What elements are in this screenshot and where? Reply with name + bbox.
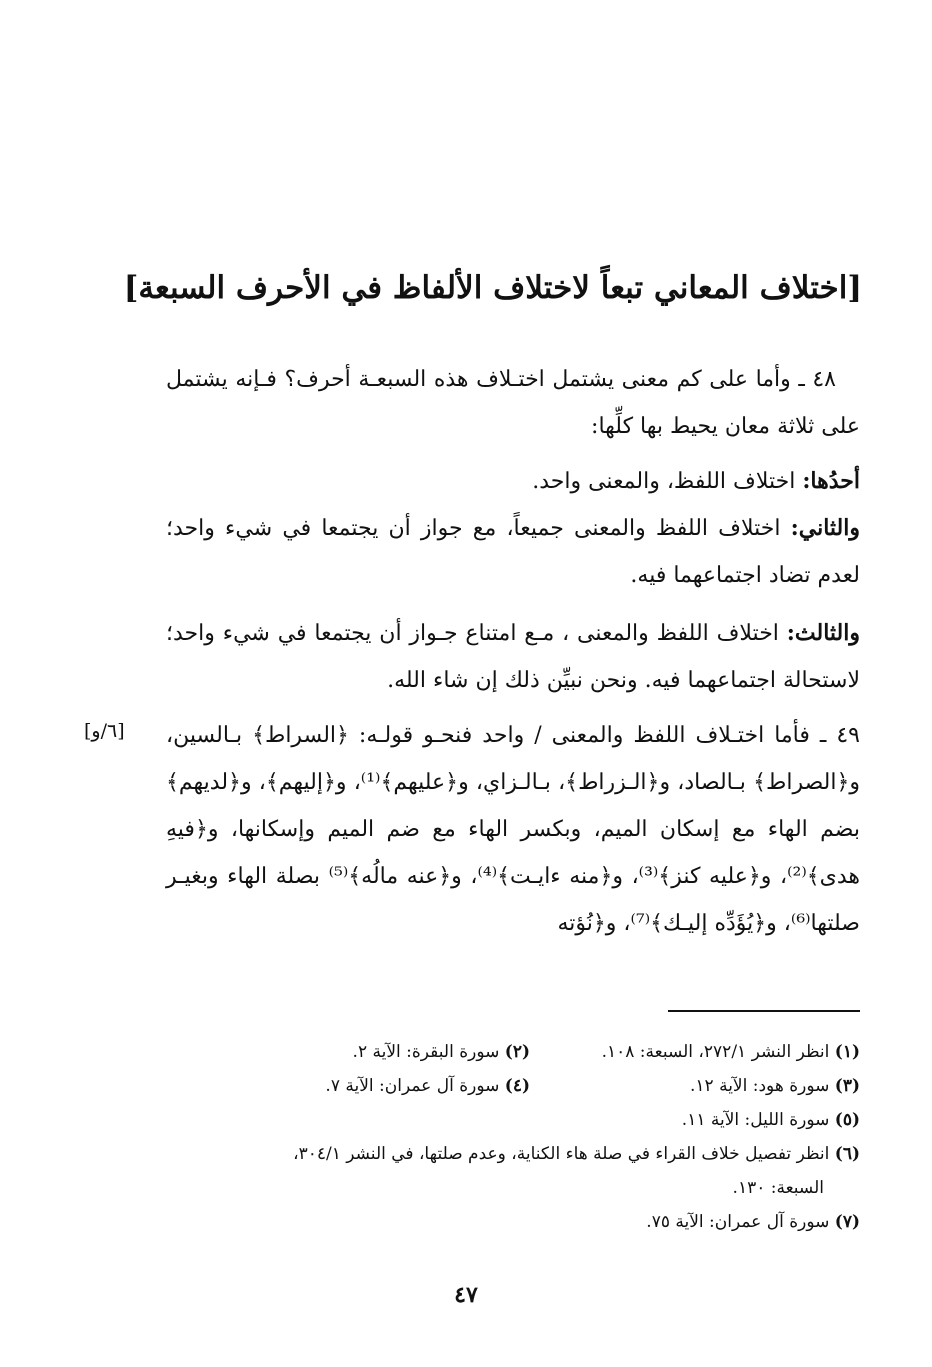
footnote-1 (530, 1035, 860, 1069)
footnote-number: (٤) (504, 1076, 530, 1096)
footnote-text: انظر النشر ٢٧٢/١، السبعة: ١٠٨. (601, 1042, 835, 1062)
footnote-5 (530, 1103, 860, 1137)
footnote-text: سورة البقرة: الآية ٢. (352, 1042, 505, 1062)
meaning-second (166, 505, 860, 599)
footnote-text: سورة هود: الآية ١٢. (690, 1076, 835, 1096)
footnote-number: (٧) (834, 1212, 860, 1232)
footnote-number: (٦) (834, 1144, 860, 1164)
paragraph-49: ٤٩ ـ فأما اختـلاف اللفظ والمعنى / واحد فنحـو قولـه: ﴿السراط﴾ بـالسين، و﴿الصراط﴾ بـالصاد، و﴿الـزراط﴾، بـالـزاي، و﴿عليهم﴾⁽¹⁾، و﴿إليهم﴾، و﴿لديهم﴾ بضم الهاء مع إسكان الميم، وبكسر الهاء مع ضم الميم وإسكانها، و﴿فيهِ هدى﴾⁽²⁾، و﴿عليه كنز﴾⁽³⁾، و﴿منه ءايـت﴾⁽⁴⁾، و﴿عنه مالُه﴾⁽⁵⁾ بصلة الهاء وبغيـر صلتها⁽⁶⁾، و﴿يُؤَدِّه إليـك﴾⁽⁷⁾، و﴿نُؤته (166, 723, 861, 936)
footnote-row (166, 1103, 860, 1137)
footnote-number: (٢) (504, 1042, 530, 1062)
footnote-text: سورة آل عمران: الآية ٧٥. (646, 1212, 835, 1232)
manuscript-folio-ref: [٦/و] (84, 720, 125, 742)
footnote-3 (530, 1069, 860, 1103)
meaning-second-label: والثاني: (790, 515, 860, 541)
footnote-4 (200, 1069, 530, 1103)
footnote-text: انظر تفصيل خلاف القراء في صلة هاء الكناية، وعدم صلتها، في النشر ٣٠٤/١، (293, 1144, 835, 1164)
meaning-third-label: والثالث: (786, 620, 860, 646)
meaning-second-text: اختلاف اللفظ والمعنى جميعاً، مع جواز أن يجتمعا في شيء واحد؛ لعدم تضاد اجتماعهما فيه. (166, 516, 860, 588)
footnote-2 (200, 1035, 530, 1069)
footnote-6 (166, 1137, 860, 1171)
meaning-first (166, 458, 860, 505)
footnote-7 (530, 1205, 860, 1239)
footnote-text: سورة الليل: الآية ١١. (681, 1110, 835, 1130)
footnote-divider (668, 1010, 860, 1012)
footnote-number: (٥) (834, 1110, 860, 1130)
section-heading: [اختلاف المعاني تبعاً لاختلاف الألفاظ في الأحرف السبعة] (123, 270, 862, 306)
meaning-third-text: اختلاف اللفظ والمعنى ، مـع امتناع جـواز أن يجتمعا في شيء واحد؛ لاستحالة اجتماعهما فيه. ونحن نبيِّن ذلك إن شاء الله. (166, 621, 860, 693)
meaning-first-label: أحدُها: (802, 468, 860, 494)
footnotes (166, 1035, 860, 1239)
meaning-first-text: اختلاف اللفظ، والمعنى واحد. (532, 469, 803, 494)
meaning-third (166, 610, 860, 704)
footnote-row (166, 1035, 860, 1069)
footnote-row (166, 1069, 860, 1103)
footnote-6-continued: السبعة: ١٣٠. (732, 1178, 824, 1198)
footnote-number: (٣) (834, 1076, 860, 1096)
paragraph-48: ٤٨ ـ وأما على كم معنى يشتمل اختـلاف هذه السبعـة أحرف؟ فـإنه يشتمل على ثلاثة معان يحيط بها كلِّها: (166, 367, 860, 439)
footnote-row (166, 1205, 860, 1239)
footnote-number: (١) (834, 1042, 860, 1062)
page-number: ٤٧ (454, 1282, 478, 1308)
footnote-text: سورة آل عمران: الآية ٧. (325, 1076, 505, 1096)
